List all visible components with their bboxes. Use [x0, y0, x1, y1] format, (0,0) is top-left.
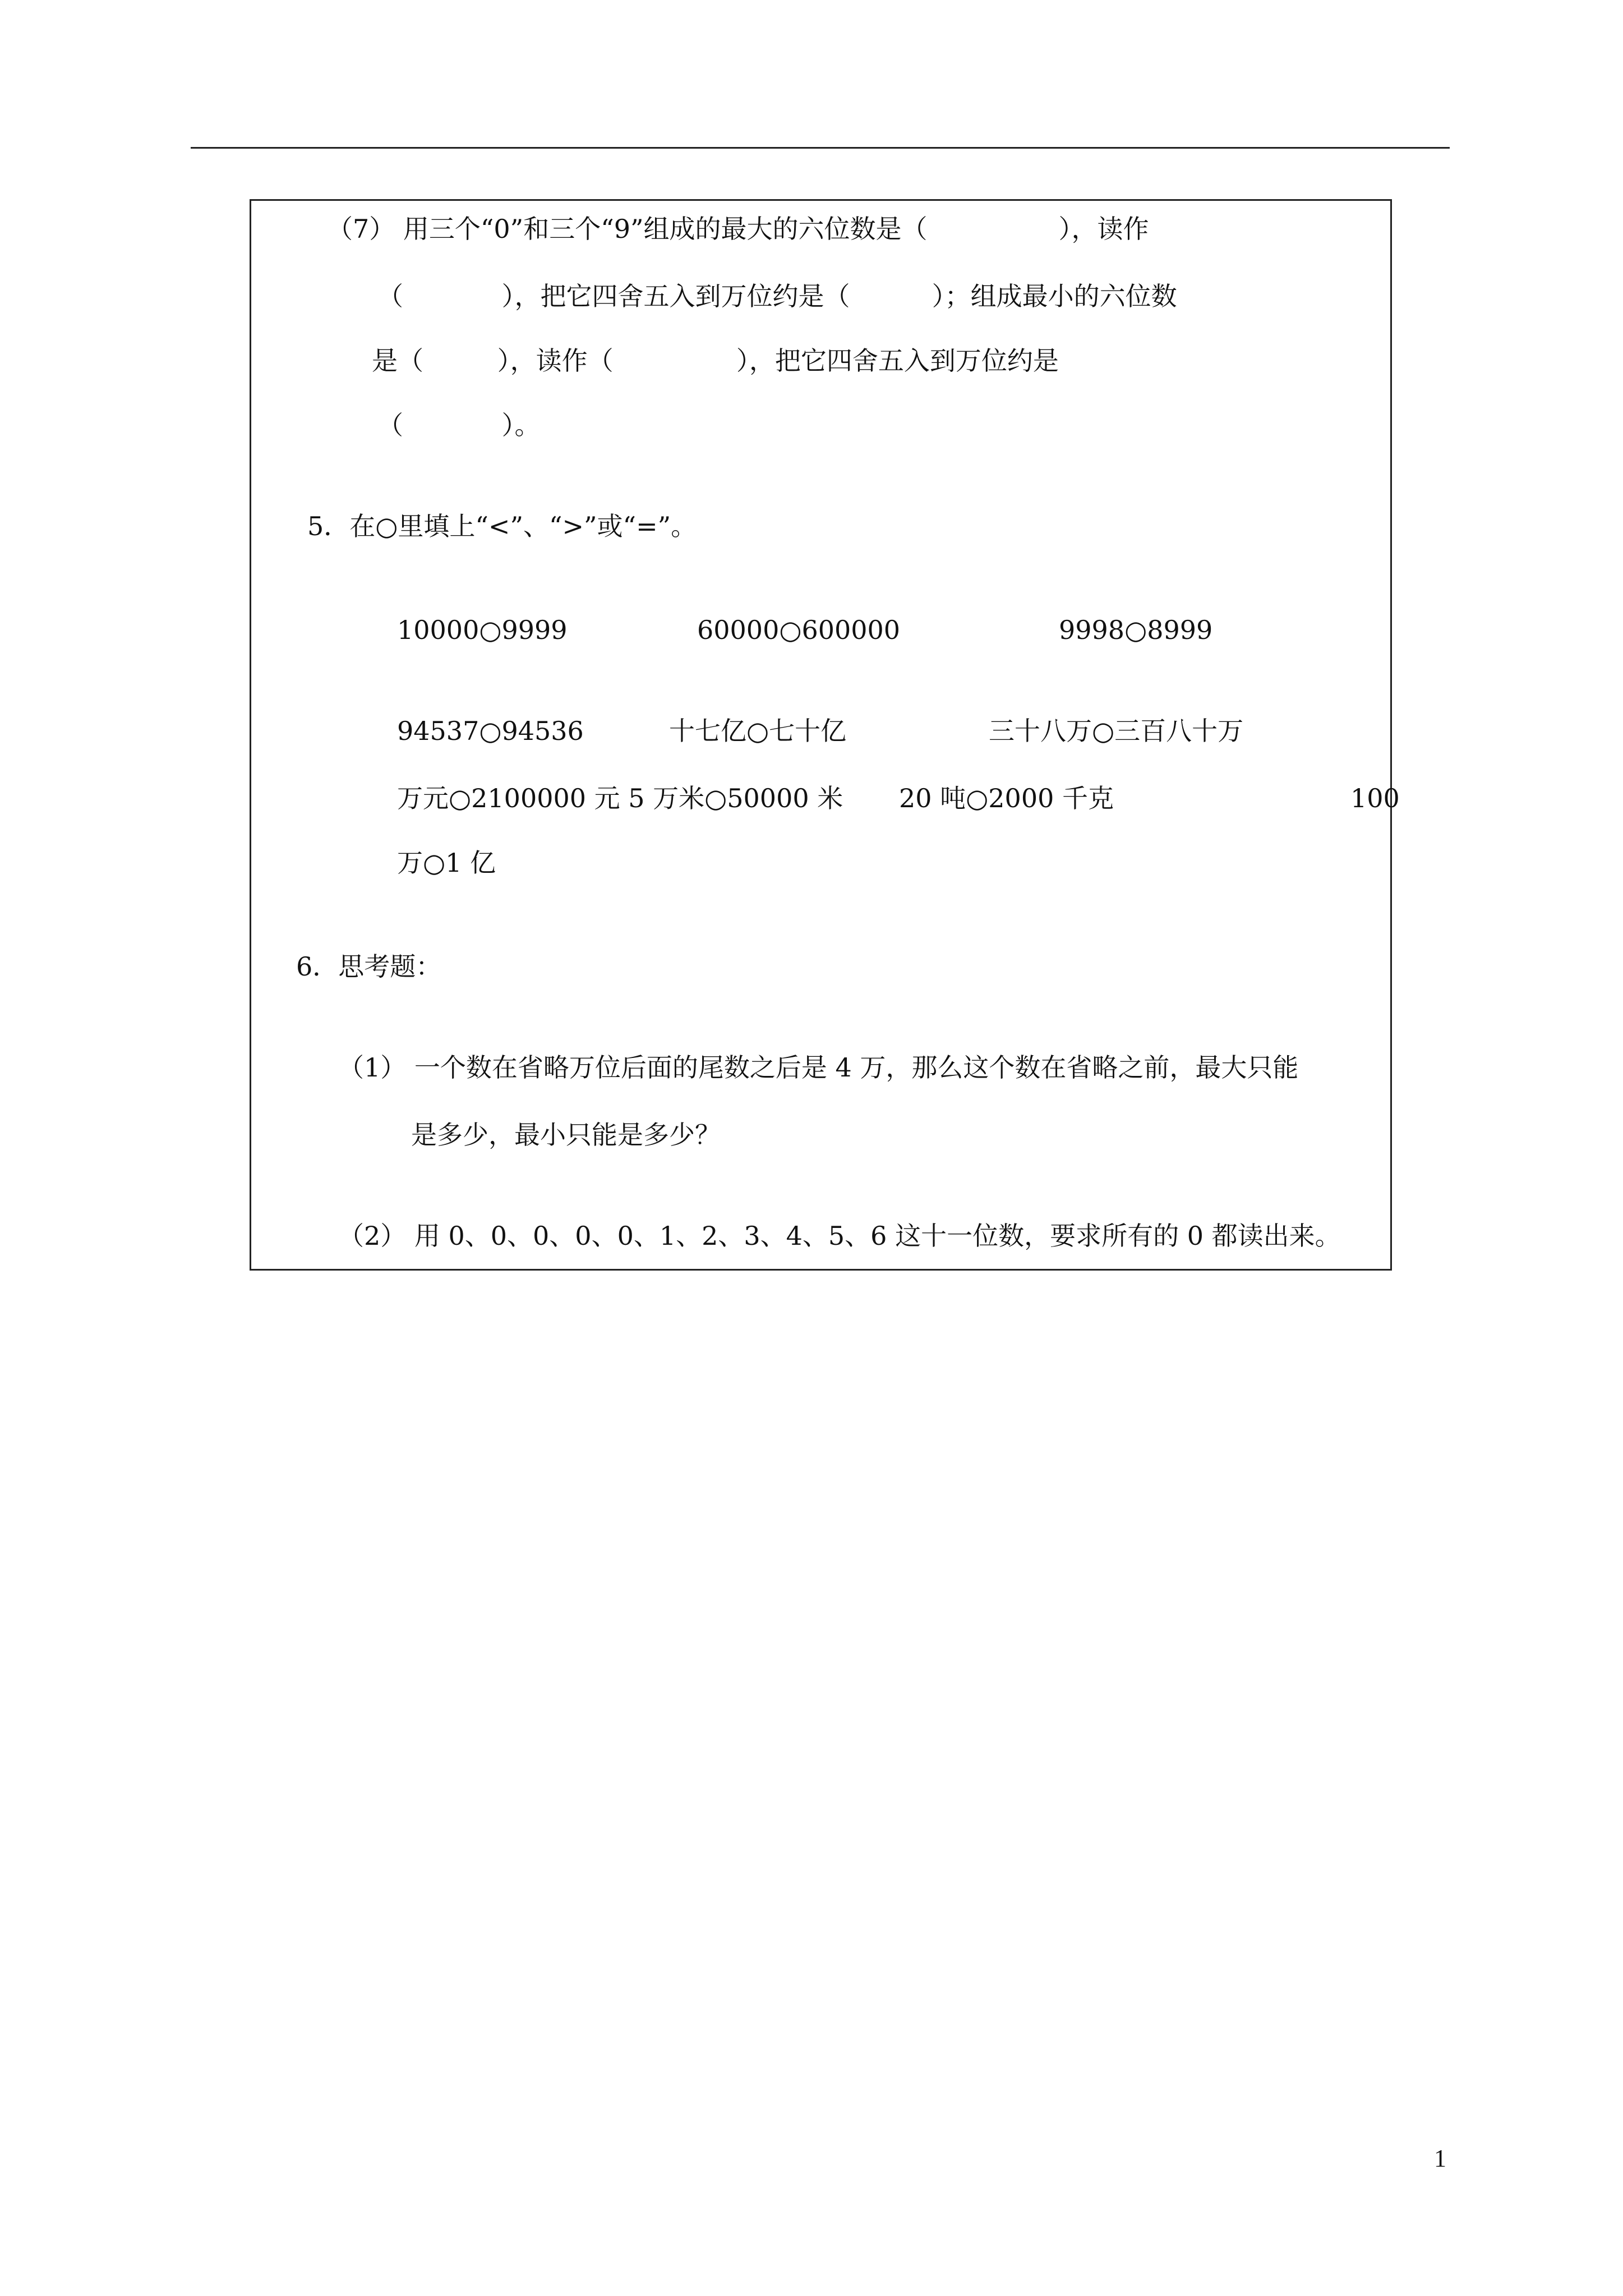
q4-7-line-2: （ ），把它四舍五入到万位约是（ ）；组成最小的六位数 [377, 281, 1177, 311]
q6-title: 6．思考题： [296, 951, 442, 982]
page-number: 1 [1434, 2145, 1446, 2172]
q5-title: 5．在○里填上“<”、“>”或“=”。 [307, 511, 697, 541]
q5-row3-col1: 万元○2100000 元 5 万米○50000 米 [397, 783, 843, 813]
header-rule [191, 147, 1450, 149]
content-box [250, 199, 1400, 1271]
q5-row1-col2: 60000○600000 [697, 615, 901, 645]
q6-p1-line-2: 是多少，最小只能是多少？ [411, 1120, 721, 1150]
q5-row4-col1: 万○1 亿 [397, 848, 496, 878]
q4-7-line-4: （ ）。 [377, 410, 541, 440]
q6-p2-line-1: （2） 用 0、0、0、0、0、1、2、3、4、5、6 这十一位数，要求所有的 0 都读出来。 [338, 1221, 1341, 1251]
q5-row1-col3: 9998○8999 [1059, 615, 1213, 645]
q5-row3-col3: 100 [1350, 783, 1400, 813]
q4-7-line-1: （7） 用三个“0”和三个“9”组成的最大的六位数是（ ），读作 [327, 214, 1149, 244]
q5-row2-col1: 94537○94536 [397, 716, 584, 746]
q5-row1-col1: 10000○9999 [397, 615, 568, 645]
q5-row2-col3: 三十八万○三百八十万 [989, 716, 1244, 746]
q5-row2-col2: 十七亿○七十亿 [669, 716, 847, 746]
q5-row3-col2: 20 吨○2000 千克 [899, 783, 1114, 813]
q6-p1-line-1: （1） 一个数在省略万位后面的尾数之后是 4 万，那么这个数在省略之前，最大只能 [338, 1052, 1299, 1083]
q4-7-line-3: 是（ ），读作（ ），把它四舍五入到万位约是 [372, 346, 1059, 376]
